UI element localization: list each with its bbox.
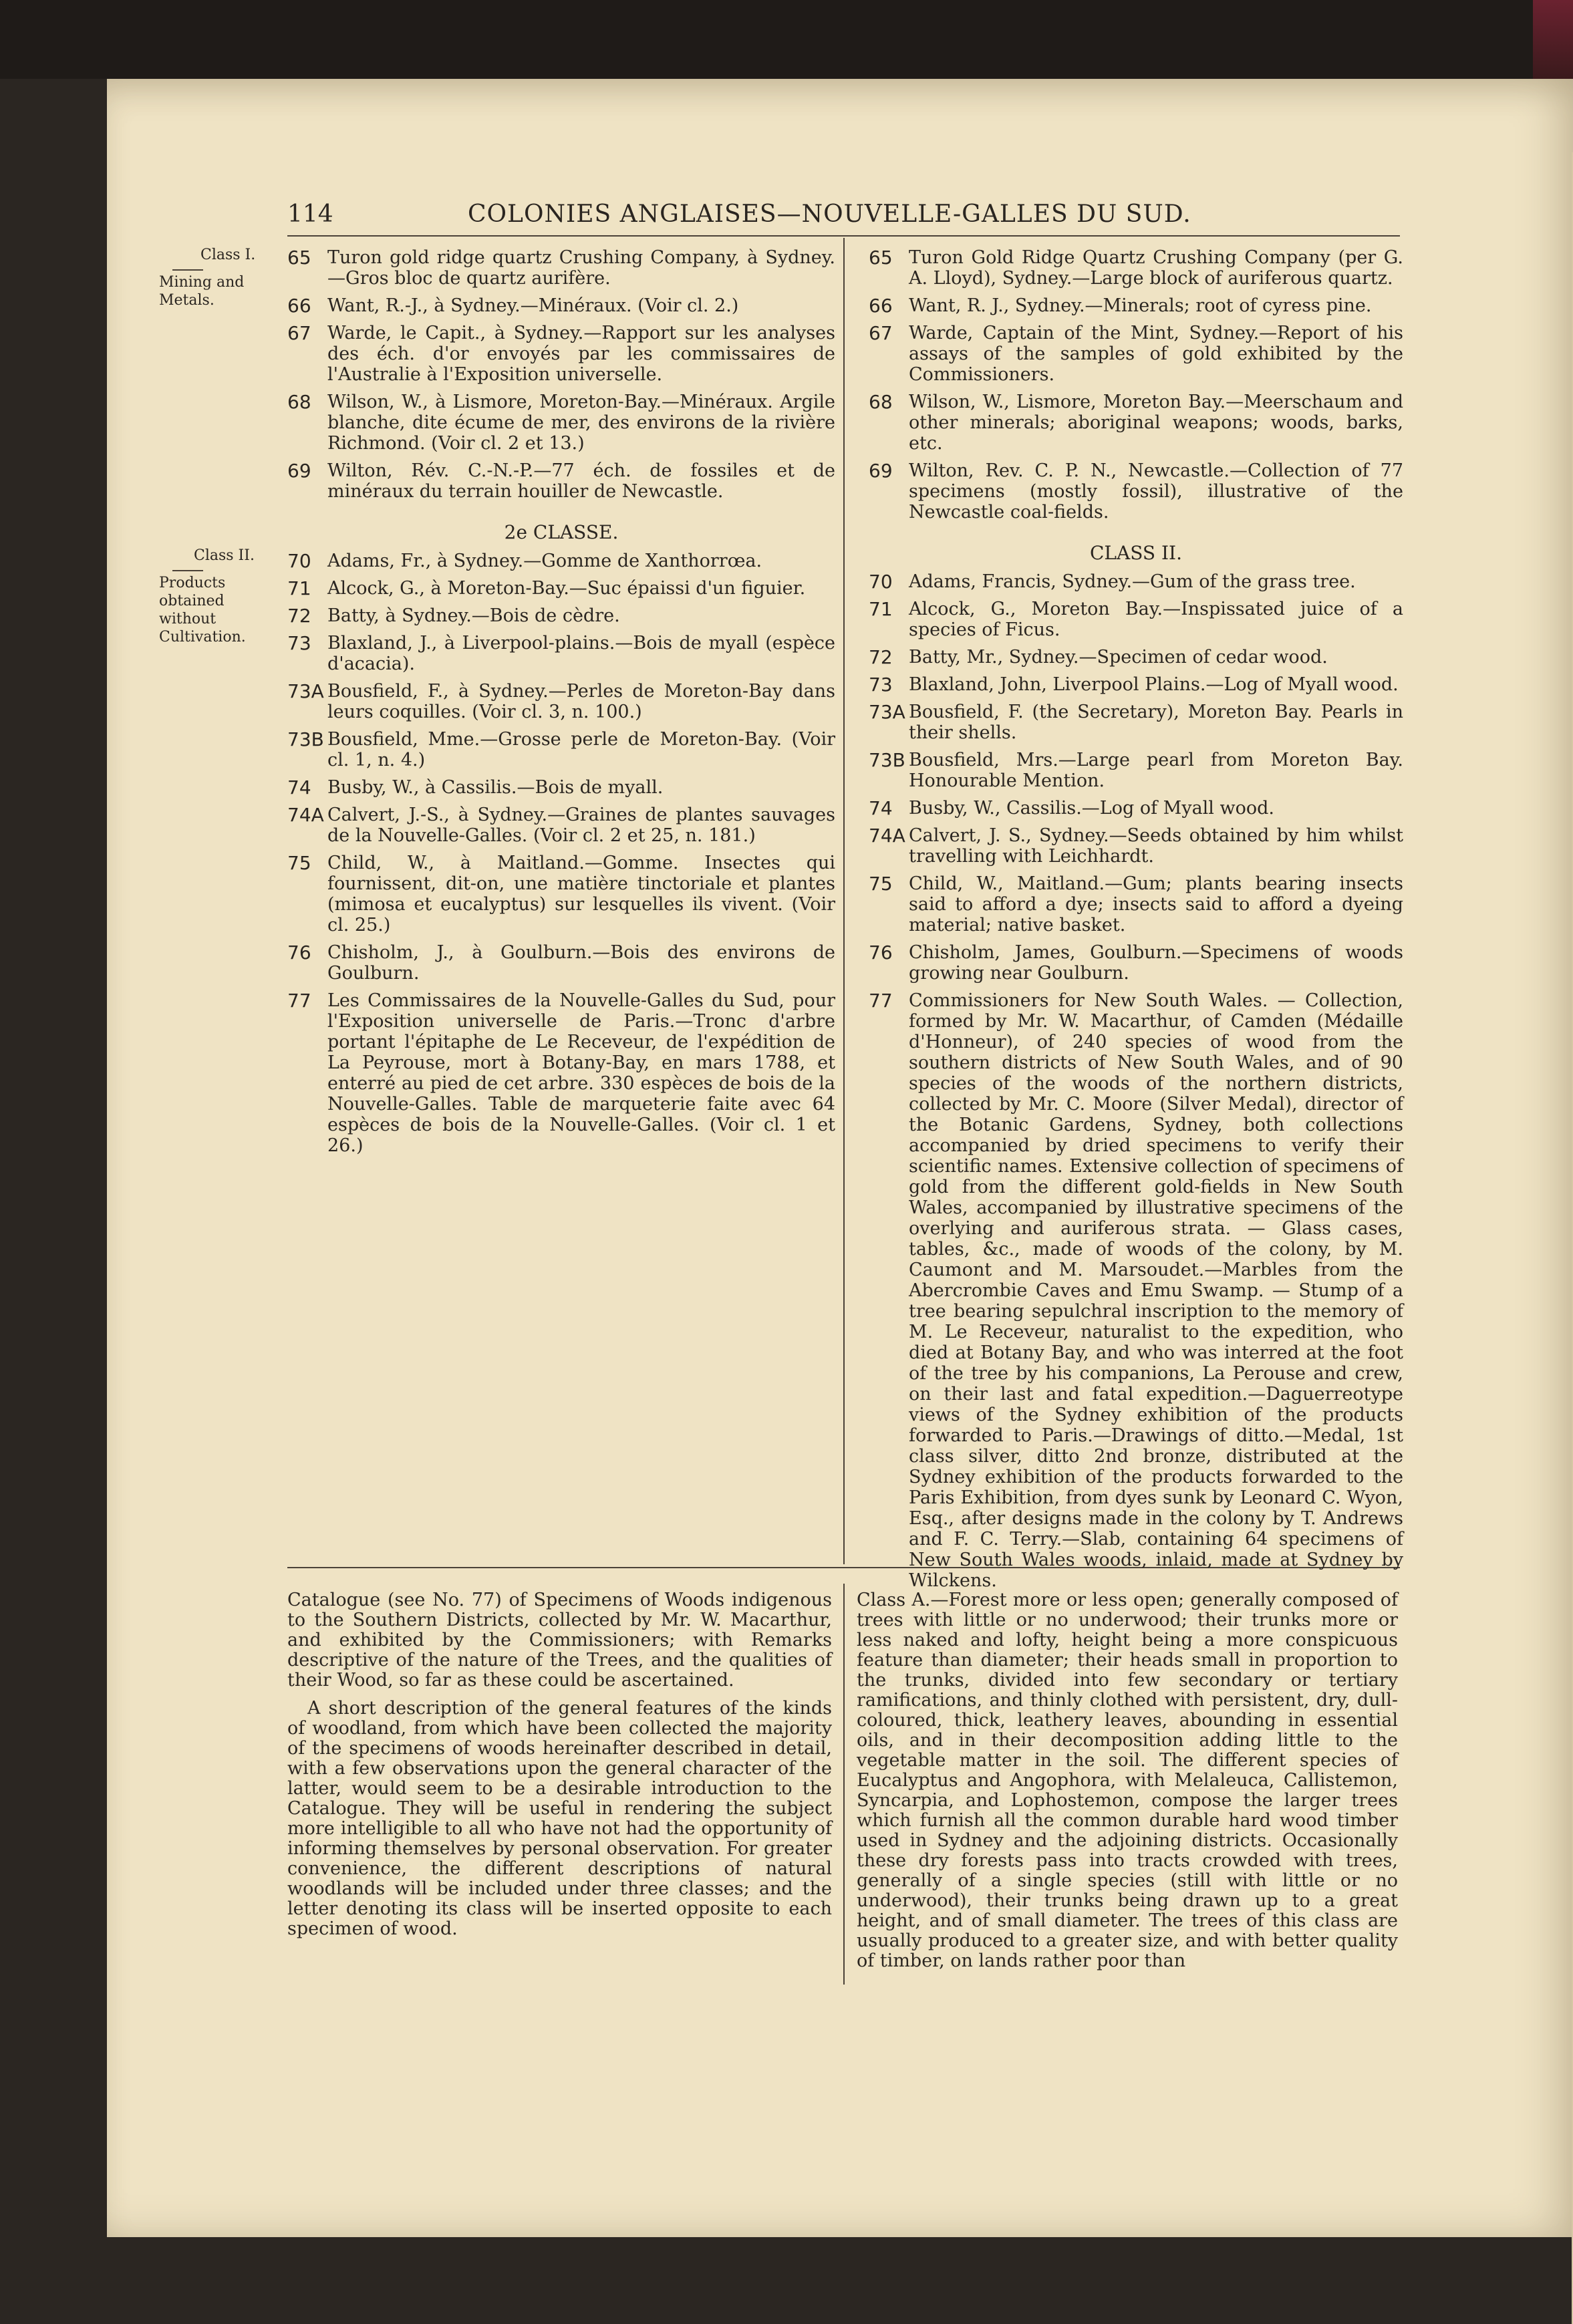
entry-number: 66	[869, 295, 893, 317]
catalogue-entry	[287, 295, 835, 316]
entry-number: 74A	[869, 825, 905, 847]
catalogue-entry	[869, 798, 1403, 819]
column-divider-bottom	[843, 1584, 845, 1985]
catalogue-entry	[287, 681, 835, 722]
entry-number: 68	[869, 391, 893, 413]
catalogue-entry	[869, 571, 1403, 592]
catalogue-entry	[287, 247, 835, 289]
entry-text: Calvert, J. S., Sydney.—Seeds obtained by him whilst travelling with Leichhardt.	[909, 825, 1403, 867]
entry-text: Chisholm, James, Goulburn.—Specimens of woods growing near Goulburn.	[909, 942, 1403, 984]
catalogue-entry	[869, 392, 1403, 454]
entry-number: 65	[869, 247, 893, 269]
entry-text: Turon Gold Ridge Quartz Crushing Company (per G. A. Lloyd), Sydney.—Large block of auriferous quartz.	[909, 247, 1403, 289]
catalogue-entry	[869, 825, 1403, 867]
entry-number: 67	[869, 322, 893, 344]
catalogue-entry	[287, 323, 835, 385]
paragraph: Catalogue (see No. 77) of Specimens of Woods indigenous to the Southern Districts, collected by Mr. W. Macarthur, and exhibited by the Commissioners; with Remarks descriptive of the nature of the Trees, and the qualities of their Wood, so far as these could be ascertained.	[287, 1590, 832, 1691]
margin-class-label: Class I.	[200, 247, 256, 263]
entry-text: Batty, à Sydney.—Bois de cèdre.	[327, 605, 620, 626]
catalogue-entry	[869, 873, 1403, 935]
entry-text: Batty, Mr., Sydney.—Specimen of cedar wood.	[909, 647, 1328, 668]
entry-text: Busby, W., Cassilis.—Log of Myall wood.	[909, 798, 1275, 819]
entry-number: 70	[869, 571, 893, 593]
entry-number: 69	[287, 460, 311, 482]
entry-number: 72	[287, 605, 311, 627]
book-corner	[1533, 0, 1573, 79]
header-rule	[287, 235, 1400, 237]
catalogue-entry	[869, 942, 1403, 984]
catalogue-entry	[869, 647, 1403, 668]
entry-text: Bousfield, F., à Sydney.—Perles de Moreton-Bay dans leurs coquilles. (Voir cl. 3, n. 100.)	[327, 681, 835, 722]
entry-text: Want, R. J., Sydney.—Minerals; root of cyress pine.	[909, 295, 1372, 316]
entry-number: 75	[287, 852, 311, 874]
entry-number: 74	[287, 776, 311, 798]
entry-text: Commissioners for New South Wales. — Collection, formed by Mr. W. Macarthur, of Camden (Médaille d'Honneur), of 240 species of wood from the southern districts of New South Wales, and of 90 species of the woods of the northern districts, collected by Mr. C. Moore (Silver Medal), director of the Botanic Gardens, Sydney, both collections accompanied by dried specimens to verify their scientific names. Extensive collection of specimens of gold from the different gold-fields in New South Wales, accompanied by illustrative specimens of the overlying and auriferous strata. — Glass cases, tables, &c., made of woods of the colony, by M. Caumont and M. Marsoudet.—Marbles from the Abercrombie Caves and Emu Swamp. — Stump of a tree bearing sepulchral inscription to the memory of M. Le Receveur, naturalist to the expedition, who died at Botany Bay, and who was interred at the foot of the tree by his companions, La Perouse and crew, on their last and fatal expedition.—Daguerreotype views of the Sydney exhibition of the products forwarded to Paris.—Drawings of ditto.—Medal, 1st class silver, ditto 2nd bronze, distributed at the Sydney exhibition of the products forwarded to the Paris Exhibition, from dyes sunk by Leonard C. Wyon, Esq., after designs made in the colony by T. Andrews and F. C. Terry.—Slab, containing 64 specimens of New South Wales woods, inlaid, made at Sydney by Wilckens.	[909, 990, 1403, 1591]
margin-dash	[172, 269, 203, 271]
entry-number: 72	[869, 646, 893, 668]
catalogue-entry	[869, 750, 1403, 791]
entry-text: Want, R.-J., à Sydney.—Minéraux. (Voir cl. 2.)	[327, 295, 739, 316]
entry-text: Wilson, W., Lismore, Moreton Bay.—Meerschaum and other minerals; aboriginal weapons; woods, barks, etc.	[909, 392, 1403, 454]
paragraph: A short description of the general features of the kinds of woodland, from which have been collected the majority of the specimens of woods hereinafter described in detail, with a few observations upon the general character of the latter, would seem to be a desirable introduction to the Catalogue. They will be useful in rendering the subject more intelligible to all who have not had the opportunity of informing themselves by personal observation. For greater convenience, the different descriptions of natural woodlands will be included under three classes; and the letter denoting its class will be inserted opposite to each specimen of wood.	[287, 1698, 832, 1939]
class-heading: 2e CLASSE.	[504, 521, 619, 543]
catalogue-entry	[287, 990, 835, 1156]
entry-number: 73B	[287, 728, 324, 750]
catalogue-entry	[287, 853, 835, 935]
class-a-description	[857, 1590, 1398, 1979]
entry-number: 73	[287, 632, 311, 654]
catalogue-entry	[869, 295, 1403, 316]
entry-text: Alcock, G., Moreton Bay.—Inspissated juice of a species of Ficus.	[909, 599, 1403, 640]
entry-text: Blaxland, John, Liverpool Plains.—Log of Myall wood.	[909, 674, 1399, 695]
entry-text: Bousfield, Mme.—Grosse perle de Moreton-Bay. (Voir cl. 1, n. 4.)	[327, 729, 835, 770]
entry-text: Wilson, W., à Lismore, Moreton-Bay.—Minéraux. Argile blanche, dite écume de mer, des environs de la rivière Richmond. (Voir cl. 2 et 13.)	[327, 392, 835, 454]
catalogue-entry	[869, 460, 1403, 523]
entry-text: Adams, Fr., à Sydney.—Gomme de Xanthorrœa.	[327, 551, 762, 571]
entry-number: 76	[287, 941, 311, 964]
entry-number: 73B	[869, 749, 905, 771]
entry-text: Bousfield, Mrs.—Large pearl from Moreton Bay. Honourable Mention.	[909, 750, 1403, 791]
entry-text: Alcock, G., à Moreton-Bay.—Suc épaissi d'un figuier.	[327, 578, 806, 599]
catalogue-entry	[869, 247, 1403, 289]
running-head	[287, 200, 1390, 234]
catalogue-entry	[287, 460, 835, 502]
entry-text: Blaxland, J., à Liverpool-plains.—Bois de myall (espèce d'acacia).	[327, 633, 835, 674]
entry-number: 73A	[287, 680, 324, 702]
margin-class-sub: Products obtained without Cultivation.	[159, 575, 246, 645]
catalogue-entry	[869, 702, 1403, 743]
catalogue-entry	[287, 605, 835, 626]
entry-number: 70	[287, 550, 311, 572]
entry-text: Child, W., à Maitland.—Gomme. Insectes qui fournissent, dit-on, une matière tinctoriale et plantes (mimosa et eucalyptus) sur lesquelles ils vivent. (Voir cl. 25.)	[327, 853, 835, 935]
catalogue-entry	[287, 777, 835, 798]
entry-text: Calvert, J.-S., à Sydney.—Graines de plantes sauvages de la Nouvelle-Galles. (Voir cl. 2 et 25, n. 181.)	[327, 805, 835, 846]
page-number: 114	[287, 200, 333, 228]
running-title: COLONIES ANGLAISES—NOUVELLE-GALLES DU SUD.	[468, 200, 1191, 228]
entry-number: 74A	[287, 804, 324, 826]
right-column	[869, 247, 1403, 1598]
column-divider	[843, 238, 845, 1564]
entry-text: Les Commissaires de la Nouvelle-Galles du Sud, pour l'Exposition universelle de Paris.—Tronc d'arbre portant l'épitaphe de Le Receveur, de l'expédition de La Peyrouse, mort à Botany-Bay, en mars 1788, et enterré au pied de cet arbre. 330 espèces de bois de la Nouvelle-Galles. Table de marqueterie faite avec 64 espèces de bois de la Nouvelle-Galles. (Voir cl. 1 et 26.)	[327, 990, 835, 1156]
entry-text: Child, W., Maitland.—Gum; plants bearing insects said to afford a dye; insects said to afford a dyeing material; native basket.	[909, 873, 1403, 935]
entry-text: Warde, Captain of the Mint, Sydney.—Report of his assays of the samples of gold exhibited by the Commissioners.	[909, 323, 1403, 385]
margin-dash	[172, 570, 203, 571]
entry-text: Chisholm, J., à Goulburn.—Bois des environs de Goulburn.	[327, 942, 835, 984]
entry-number: 77	[287, 990, 311, 1012]
catalogue-entry	[287, 392, 835, 454]
catalogue-entry	[869, 323, 1403, 385]
catalogue-entry	[287, 578, 835, 599]
catalogue-entry	[287, 729, 835, 770]
entry-number: 69	[869, 460, 893, 482]
entry-number: 73	[869, 674, 893, 696]
catalogue-entry	[869, 599, 1403, 640]
left-column	[287, 247, 835, 1163]
margin-note-class1	[159, 246, 273, 309]
margin-class-label: Class II.	[194, 547, 255, 564]
entry-text: Bousfield, F. (the Secretary), Moreton Bay. Pearls in their shells.	[909, 702, 1403, 743]
entry-number: 74	[869, 797, 893, 819]
class-heading: CLASS II.	[1089, 542, 1183, 564]
entry-number: 67	[287, 322, 311, 344]
entry-text: Adams, Francis, Sydney.—Gum of the grass tree.	[909, 571, 1356, 592]
catalogue-entry	[287, 942, 835, 984]
entry-text: Turon gold ridge quartz Crushing Company, à Sydney.—Gros bloc de quartz aurifère.	[327, 247, 835, 289]
entry-number: 71	[869, 598, 893, 620]
catalogue-entry	[287, 805, 835, 846]
entry-number: 65	[287, 247, 311, 269]
entry-number: 73A	[869, 701, 905, 723]
entry-text: Busby, W., à Cassilis.—Bois de myall.	[327, 777, 664, 798]
entry-text: Wilton, Rév. C.-N.-P.—77 éch. de fossiles et de minéraux du terrain houiller de Newcastle.	[327, 460, 835, 502]
entry-number: 77	[869, 990, 893, 1012]
entry-number: 76	[869, 941, 893, 964]
margin-class-sub: Mining and Metals.	[159, 274, 245, 309]
catalogue-entry	[287, 551, 835, 571]
entry-number: 66	[287, 295, 311, 317]
margin-note-class2	[159, 547, 273, 646]
catalogue-entry	[869, 674, 1403, 695]
entry-number: 68	[287, 391, 311, 413]
catalogue-entry	[869, 990, 1403, 1591]
entry-text: Warde, le Capit., à Sydney.—Rapport sur les analyses des éch. d'or envoyés par les commissaires de l'Australie à l'Exposition universelle.	[327, 323, 835, 385]
paragraph: Class A.—Forest more or less open; generally composed of trees with little or no underwood; their trunks more or less naked and lofty, height being a more conspicuous feature than diameter; their heads small in proportion to the trunks, divided into few secondary or tertiary ramifications, and thinly clothed with persistent, dry, dull-coloured, thick, leathery leaves, abounding in essential oils, and in their decomposition adding little to the vegetable matter in the soil. The different species of Eucalyptus and Angophora, with Melaleuca, Callistemon, Syncarpia, and Lophostemon, compose the larger trees which furnish all the common durable hard wood timber used in Sydney and the adjoining districts. Occasionally these dry forests pass into tracts crowded with trees, generally of a single species (still with little or no underwood), their trunks being drawn up to a great height, and of small diameter. The trees of this class are usually produced to a greater size, and with better quality of timber, on lands rather poor than	[857, 1590, 1398, 1971]
scan-background-top	[0, 0, 1573, 79]
entry-number: 71	[287, 577, 311, 599]
entry-number: 75	[869, 873, 893, 895]
catalogue-entry	[287, 633, 835, 674]
entry-text: Wilton, Rev. C. P. N., Newcastle.—Collection of 77 specimens (mostly fossil), illustrative of the Newcastle coal-fields.	[909, 460, 1403, 523]
catalogue-intro	[287, 1590, 832, 1947]
